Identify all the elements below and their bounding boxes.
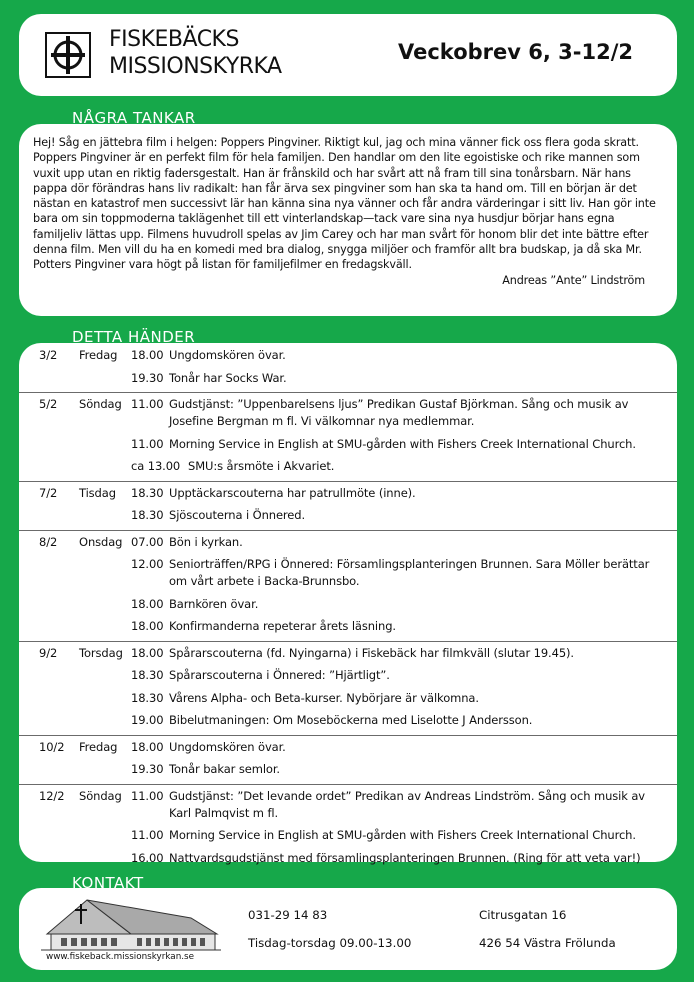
thoughts-panel — [19, 124, 677, 316]
event-description: Barnkören övar. — [169, 596, 259, 611]
section-label-thoughts: NÅGRA TANKAR — [72, 109, 196, 123]
event-time: 19.00 — [131, 713, 164, 727]
event-time: 11.00 — [131, 397, 164, 411]
event-description: Tonår bakar semlor. — [169, 762, 280, 776]
event-description: Spårarscouterna i Önnered: ”Hjärtligt”. — [169, 668, 390, 682]
event-time: 18.00 — [131, 739, 164, 754]
events-panel — [19, 343, 677, 865]
event-description: Konfirmanderna repeterar årets läsning. — [169, 619, 396, 633]
event-row — [19, 458, 677, 475]
contact-phone: 031-29 14 83 — [248, 908, 328, 922]
cross-logo-icon — [45, 32, 91, 78]
event-time: 16.00 — [131, 850, 164, 865]
event-time: 19.30 — [131, 762, 164, 776]
event-description: Ungdomskören övar. — [169, 739, 286, 754]
event-row — [19, 530, 677, 551]
event-row — [19, 481, 677, 502]
section-label-contact: KONTAKT — [72, 874, 144, 888]
event-row — [19, 641, 677, 662]
event-row — [19, 690, 677, 707]
event-row — [19, 370, 677, 387]
event-time: 12.00 — [131, 557, 164, 571]
event-row — [19, 347, 677, 364]
event-description: Seniorträffen/RPG i Önnered: Församlingsplanteringen Brunnen. Sara Möller berättar om vårt arbete i Backa-Brunnsbo. — [169, 557, 650, 588]
event-weekday: Torsdag — [79, 645, 123, 660]
event-row — [19, 827, 677, 844]
event-description: Spårarscouterna (fd. Nyingarna) i Fiskebäck har filmkväll (slutar 19.45). — [169, 645, 574, 660]
newsletter-title: Veckobrev 6, 3-12/2 — [398, 40, 633, 64]
event-date: 8/2 — [39, 534, 58, 549]
event-description: Ungdomskören övar. — [169, 348, 286, 362]
event-description: Vårens Alpha- och Beta-kurser. Nybörjare är välkomna. — [169, 690, 479, 705]
church-building-icon — [41, 894, 221, 954]
contact-city: 426 54 Västra Frölunda — [479, 936, 616, 950]
event-time: 18.00 — [131, 645, 164, 660]
event-time: 18.30 — [131, 690, 164, 705]
event-time: 11.00 — [131, 436, 164, 451]
event-date: 12/2 — [39, 788, 65, 803]
event-description: SMU:s årsmöte i Akvariet. — [188, 459, 335, 473]
event-weekday: Fredag — [79, 739, 118, 754]
org-name-line-1: FISKEBÄCKS — [109, 27, 239, 52]
event-time: 18.30 — [131, 668, 164, 682]
event-row — [19, 556, 677, 590]
event-description: Tonår har Socks War. — [169, 370, 287, 385]
event-description: Sjöscouterna i Önnered. — [169, 508, 306, 522]
event-description: Gudstjänst: ”Det levande ordet” Predikan av Andreas Lindström. Sång och musik av Karl Palmqvist m fl. — [169, 788, 646, 820]
thoughts-body-text: Hej! Såg en jättebra film i helgen: Poppers Pingviner. Riktigt kul, jag och mina vänner fick oss flera goda skratt. Poppers Pingviner är en perfekt film för hela familjen. Den handlar om den lite egoistiske och rike mannen som vuxit upp utan en riktig fadersgestalt. Han är frånskild och har svårt att nå fram till sina tonårsbarn. När hans pappa dör förändras hans liv radikalt: han får ärva sex pingviner som han ska ta hand om. Till en början är det nästan en katastrof men successivt lär han känna sina nya vänner och får andra värderingar i sitt liv. Han gör inte bara om sin toppmoderna taklägenhet till ett vinterlandskap—tack vare sina nya husdjur börjar hans egna familjeliv lättas upp. Filmens huvudroll spelas av Jim Carey och har man svårt för honom blir det inte bättre efter denna film. Men vill du ha en komedi med bra dialog, snygga miljöer och framför allt bra budskap, ja då ska Mr. Potters Pingviner vara högt på listan för familjefilmer en fredagskväll. — [33, 136, 656, 272]
event-row — [19, 436, 677, 453]
event-row — [19, 784, 677, 822]
thoughts-signature: Andreas ”Ante” Lindström — [502, 273, 645, 287]
org-name-line-2: MISSIONSKYRKA — [109, 54, 282, 79]
event-row — [19, 761, 677, 778]
event-description: Gudstjänst: ”Uppenbarelsens ljus” Predikan Gustaf Björkman. Sång och musik av Josefine Bergman m fl. Vi välkomnar nya medlemmar. — [169, 397, 629, 428]
event-time: 18.00 — [131, 619, 164, 633]
event-row — [19, 596, 677, 613]
website-url: www.fiskeback.missionskyrkan.se — [46, 952, 195, 962]
event-description: Bibelutmaningen: Om Moseböckerna med Liselotte J Andersson. — [169, 713, 533, 727]
event-weekday: Söndag — [79, 397, 122, 411]
event-weekday: Fredag — [79, 348, 118, 362]
event-description: Bön i kyrkan. — [169, 534, 243, 549]
event-weekday: Onsdag — [79, 534, 123, 549]
event-description: Morning Service in English at SMU-gården with Fishers Creek International Church. — [169, 828, 636, 842]
event-row — [19, 507, 677, 524]
event-row — [19, 712, 677, 729]
event-weekday: Tisdag — [79, 485, 116, 500]
event-row — [19, 618, 677, 635]
event-time: 18.30 — [131, 508, 164, 522]
event-date: 5/2 — [39, 397, 58, 411]
event-row — [19, 392, 677, 430]
contact-panel — [19, 888, 677, 970]
section-label-events: DETTA HÄNDER — [72, 328, 196, 342]
event-description: Upptäckarscouterna har patrullmöte (inne). — [169, 485, 416, 500]
event-time: 07.00 — [131, 534, 164, 549]
event-row — [19, 667, 677, 684]
event-time: 18.30 — [131, 485, 164, 500]
contact-street: Citrusgatan 16 — [479, 908, 567, 922]
event-time: 19.30 — [131, 370, 164, 385]
header-panel — [19, 14, 677, 96]
contact-hours: Tisdag-torsdag 09.00-13.00 — [248, 936, 412, 950]
events-list — [19, 347, 677, 867]
organization-name — [109, 26, 282, 80]
event-row — [19, 850, 677, 867]
event-date: 3/2 — [39, 348, 58, 362]
event-time: 18.00 — [131, 596, 164, 611]
event-description: Nattvardsgudstjänst med församlingsplanteringen Brunnen. (Ring för att veta var!) — [169, 850, 641, 865]
event-description: Morning Service in English at SMU-gården with Fishers Creek International Church. — [169, 436, 636, 451]
event-weekday: Söndag — [79, 788, 122, 803]
event-date: 10/2 — [39, 739, 65, 754]
event-date: 9/2 — [39, 645, 58, 660]
event-time: 11.00 — [131, 828, 164, 842]
event-time: 11.00 — [131, 788, 164, 803]
event-time: ca 13.00 — [131, 459, 181, 473]
event-time: 18.00 — [131, 348, 164, 362]
event-row — [19, 735, 677, 756]
event-date: 7/2 — [39, 485, 58, 500]
